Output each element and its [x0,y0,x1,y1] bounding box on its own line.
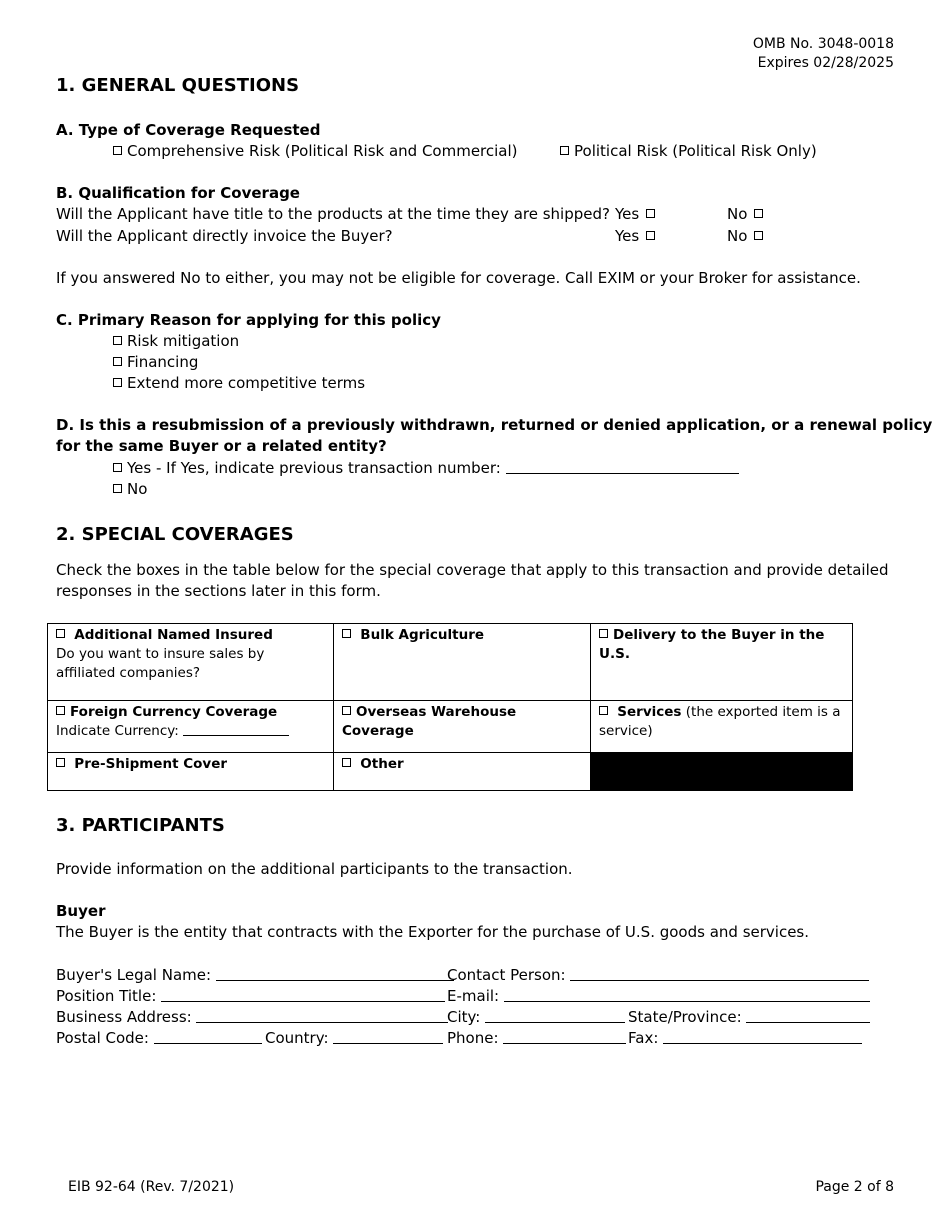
section-2-intro-line2: responses in the sections later in this form. [56,582,381,600]
no-label: No [727,227,748,245]
foreign-currency-label: Foreign Currency Coverage [70,704,278,720]
eligibility-note: If you answered No to either, you may not be eligible for coverage. Call EXIM or your Broker for assistance. [56,269,861,287]
currency-field[interactable] [183,723,289,736]
competitive-terms-checkbox[interactable] [113,378,122,387]
reason-risk-mitigation[interactable] [113,332,239,350]
state-label: State/Province: [628,1008,742,1026]
cell-pre-shipment [48,753,334,791]
resubmission-no-label: No [127,480,148,498]
cell-foreign-currency [48,701,334,753]
financing-checkbox[interactable] [113,357,122,366]
table-row [48,624,853,701]
business-address-field[interactable] [196,1010,448,1023]
form-id: EIB 92-64 (Rev. 7/2021) [68,1179,235,1195]
q2-no-option[interactable] [727,227,768,245]
legal-name-row [56,966,454,984]
delivery-us-checkbox[interactable] [599,629,608,638]
country-label: Country: [265,1029,329,1047]
cell-overseas-warehouse [334,701,591,753]
delivery-us-label: Delivery to the Buyer in the U.S. [599,627,825,662]
comprehensive-risk-checkbox[interactable] [113,146,122,155]
phone-label: Phone: [447,1029,499,1047]
postal-code-label: Postal Code: [56,1029,149,1047]
cell-delivery-us [591,624,853,701]
section-3-title: 3. PARTICIPANTS [56,815,225,836]
resubmission-yes-option[interactable] [113,459,739,477]
postal-code-field[interactable] [154,1031,262,1044]
bulk-agriculture-checkbox[interactable] [342,629,351,638]
section-3-intro: Provide information on the additional participants to the transaction. [56,860,573,878]
contact-person-row [447,966,869,984]
city-label: City: [447,1008,481,1026]
additional-named-insured-desc: Do you want to insure sales by affiliated companies? [56,646,265,681]
fax-field[interactable] [663,1031,862,1044]
yes-label: Yes [615,227,640,245]
section-1d-title-line2: for the same Buyer or a related entity? [56,437,387,455]
page-number: Page 2 of 8 [815,1179,894,1195]
other-label: Other [360,756,404,772]
business-address-row [56,1008,448,1026]
question-invoice: Will the Applicant directly invoice the Buyer? [56,227,393,245]
additional-named-insured-checkbox[interactable] [56,629,65,638]
phone-row [447,1029,626,1047]
section-1b-title: B. Qualification for Coverage [56,184,300,202]
question-title: Will the Applicant have title to the products at the time they are shipped? [56,205,610,223]
reason-competitive-terms[interactable] [113,374,365,392]
foreign-currency-checkbox[interactable] [56,706,65,715]
financing-label: Financing [127,353,199,371]
city-row [447,1008,625,1026]
table-row [48,701,853,753]
buyer-heading: Buyer [56,902,106,920]
reason-financing[interactable] [113,353,198,371]
omb-number: OMB No. 3048-0018 [752,36,894,52]
pre-shipment-checkbox[interactable] [56,758,65,767]
risk-mitigation-label: Risk mitigation [127,332,240,350]
contact-person-field[interactable] [570,968,869,981]
political-risk-label: Political Risk (Political Risk Only) [574,142,817,160]
business-address-label: Business Address: [56,1008,192,1026]
q2-no-checkbox[interactable] [754,231,763,240]
position-title-label: Position Title: [56,987,157,1005]
fax-row [628,1029,862,1047]
cell-blacked-out [591,753,853,791]
other-checkbox[interactable] [342,758,351,767]
competitive-terms-label: Extend more competitive terms [127,374,366,392]
legal-name-field[interactable] [216,968,454,981]
q2-yes-option[interactable] [615,227,660,245]
position-title-field[interactable] [161,989,445,1002]
state-row [628,1008,870,1026]
yes-label: Yes [615,205,640,223]
additional-named-insured-label: Additional Named Insured [74,627,273,643]
fax-label: Fax: [628,1029,659,1047]
political-risk-checkbox[interactable] [560,146,569,155]
legal-name-label: Buyer's Legal Name: [56,966,212,984]
country-row [265,1029,443,1047]
coverage-option-comprehensive[interactable] [113,142,518,160]
section-1a-title: A. Type of Coverage Requested [56,121,321,139]
state-field[interactable] [746,1010,870,1023]
resubmission-yes-checkbox[interactable] [113,463,122,472]
phone-field[interactable] [503,1031,626,1044]
position-title-row [56,987,445,1005]
q2-yes-checkbox[interactable] [646,231,655,240]
email-row [447,987,870,1005]
bulk-agriculture-label: Bulk Agriculture [360,627,485,643]
cell-bulk-agriculture [334,624,591,701]
resubmission-no-checkbox[interactable] [113,484,122,493]
postal-code-row [56,1029,262,1047]
section-1-title: 1. GENERAL QUESTIONS [56,75,300,96]
special-coverages-table [47,623,853,791]
risk-mitigation-checkbox[interactable] [113,336,122,345]
cell-additional-named-insured [48,624,334,701]
services-label: Services [617,704,682,720]
overseas-warehouse-label: Overseas Warehouse Coverage [342,704,517,739]
q1-no-option[interactable] [727,205,768,223]
email-label: E-mail: [447,987,500,1005]
comprehensive-risk-label: Comprehensive Risk (Political Risk and Commercial) [127,142,518,160]
resubmission-no-option[interactable] [113,480,147,498]
section-2-intro-line1: Check the boxes in the table below for the special coverage that apply to this transaction and provide detailed [56,561,889,579]
contact-person-label: Contact Person: [447,966,566,984]
section-1d-title-line1: D. Is this a resubmission of a previously withdrawn, returned or denied application, or a renewal policy [56,416,933,434]
q1-yes-option[interactable] [615,205,660,223]
city-field[interactable] [485,1010,625,1023]
pre-shipment-label: Pre-Shipment Cover [74,756,228,772]
table-row [48,753,853,791]
email-field[interactable] [504,989,870,1002]
overseas-warehouse-checkbox[interactable] [342,706,351,715]
services-desc: (the exported item is a service) [599,704,841,739]
expiration-date: Expires 02/28/2025 [757,55,894,71]
indicate-currency-label: Indicate Currency: [56,723,179,739]
resubmission-yes-label: Yes - If Yes, indicate previous transaction number: [127,459,501,477]
no-label: No [727,205,748,223]
buyer-description: The Buyer is the entity that contracts with the Exporter for the purchase of U.S. goods and services. [56,923,810,941]
services-checkbox[interactable] [599,706,608,715]
q1-yes-checkbox[interactable] [646,209,655,218]
section-2-title: 2. SPECIAL COVERAGES [56,524,294,545]
omb-header [753,35,894,73]
cell-other [334,753,591,791]
country-field[interactable] [333,1031,443,1044]
cell-services [591,701,853,753]
previous-transaction-number-field[interactable] [506,461,739,474]
q1-no-checkbox[interactable] [754,209,763,218]
coverage-option-political[interactable] [560,142,817,160]
section-1c-title: C. Primary Reason for applying for this policy [56,311,441,329]
